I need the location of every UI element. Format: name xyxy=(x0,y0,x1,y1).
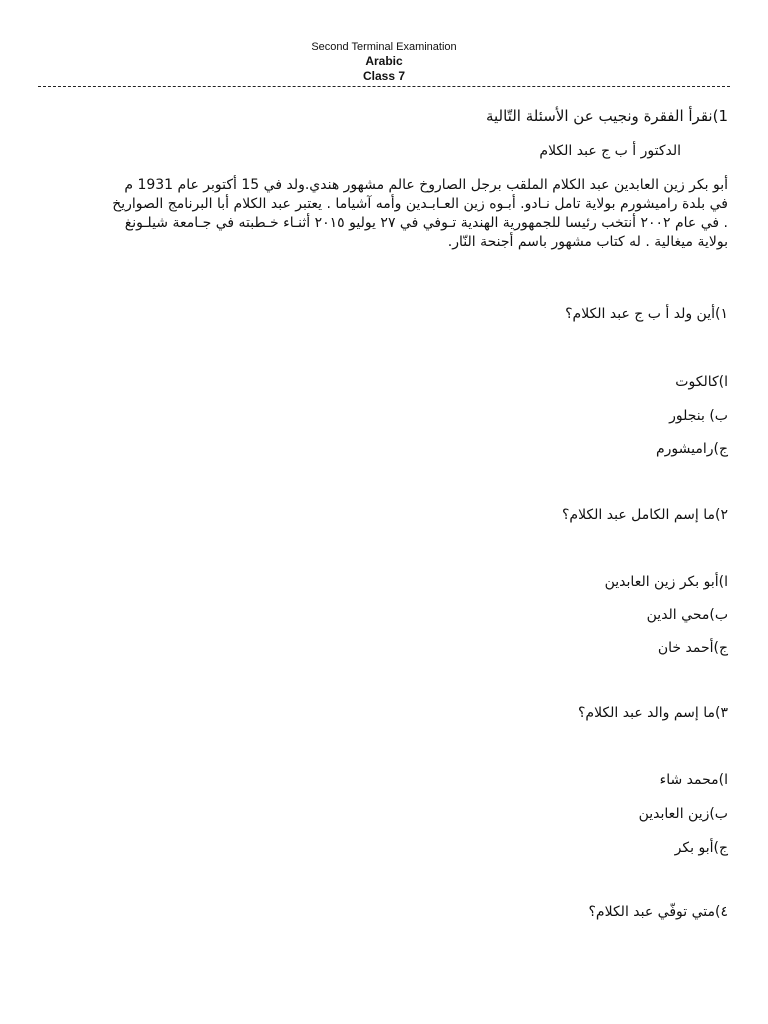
subject-title: Arabic xyxy=(365,54,403,68)
passage-title: الدكتور أ ب ج عبد الكلام xyxy=(539,143,681,159)
option-1c: ج)راميشورم xyxy=(655,441,728,457)
option-3c: ج)أبو بكر xyxy=(674,840,728,856)
passage-line: في بلدة راميشورم بولاية تامل نـادو. أبـوه زين العـابـدين وأمه آشياما . يعتبر عبد الكلام أبا البرنامج الصواريخ xyxy=(112,196,728,212)
option-1a: ا)كالكوت xyxy=(675,374,728,390)
option-3b: ب)زين العابدين xyxy=(638,806,728,822)
passage-line: بولاية ميغالية . له كتاب مشهور باسم أجنحة النّار. xyxy=(447,234,728,250)
question-4: ٤)متي توفّي عبد الكلام؟ xyxy=(588,904,728,920)
option-1b: ب) بنجلور xyxy=(669,408,728,424)
option-2b: ب)محي الدين xyxy=(646,607,728,623)
passage-line: أبو بكر زين العابدين عبد الكلام الملقب برجل الصاروخ عالم مشهور هندي.ولد في 15 أكتوبر عام 1931 م xyxy=(124,177,728,193)
question-1: ١)أين ولد أ ب ج عبد الكلام؟ xyxy=(565,306,728,322)
instruction: 1)نقرأ الفقرة ونجيب عن الأسئلة التّالية xyxy=(485,107,728,125)
dashed-divider xyxy=(38,86,730,87)
question-2: ٢)ما إسم الكامل عبد الكلام؟ xyxy=(561,507,728,523)
option-2a: ا)أبو بكر زين العابدين xyxy=(604,574,728,590)
class-title: Class 7 xyxy=(362,69,406,83)
reading-passage xyxy=(40,176,728,252)
option-3a: ا)محمد شاء xyxy=(659,772,728,788)
exam-title: Second Terminal Examination xyxy=(311,41,457,53)
option-2c: ج)أحمد خان xyxy=(657,640,728,656)
exam-header xyxy=(0,40,768,84)
question-3: ٣)ما إسم والد عبد الكلام؟ xyxy=(577,705,728,721)
passage-line: . في عام ٢٠٠٢ أنتخب رئيسا للجمهورية الهندية تـوفي في ٢٧ يوليو ٢٠١٥ أثنـاء خـطبته في جـامعة شيلـونغ xyxy=(124,215,728,231)
